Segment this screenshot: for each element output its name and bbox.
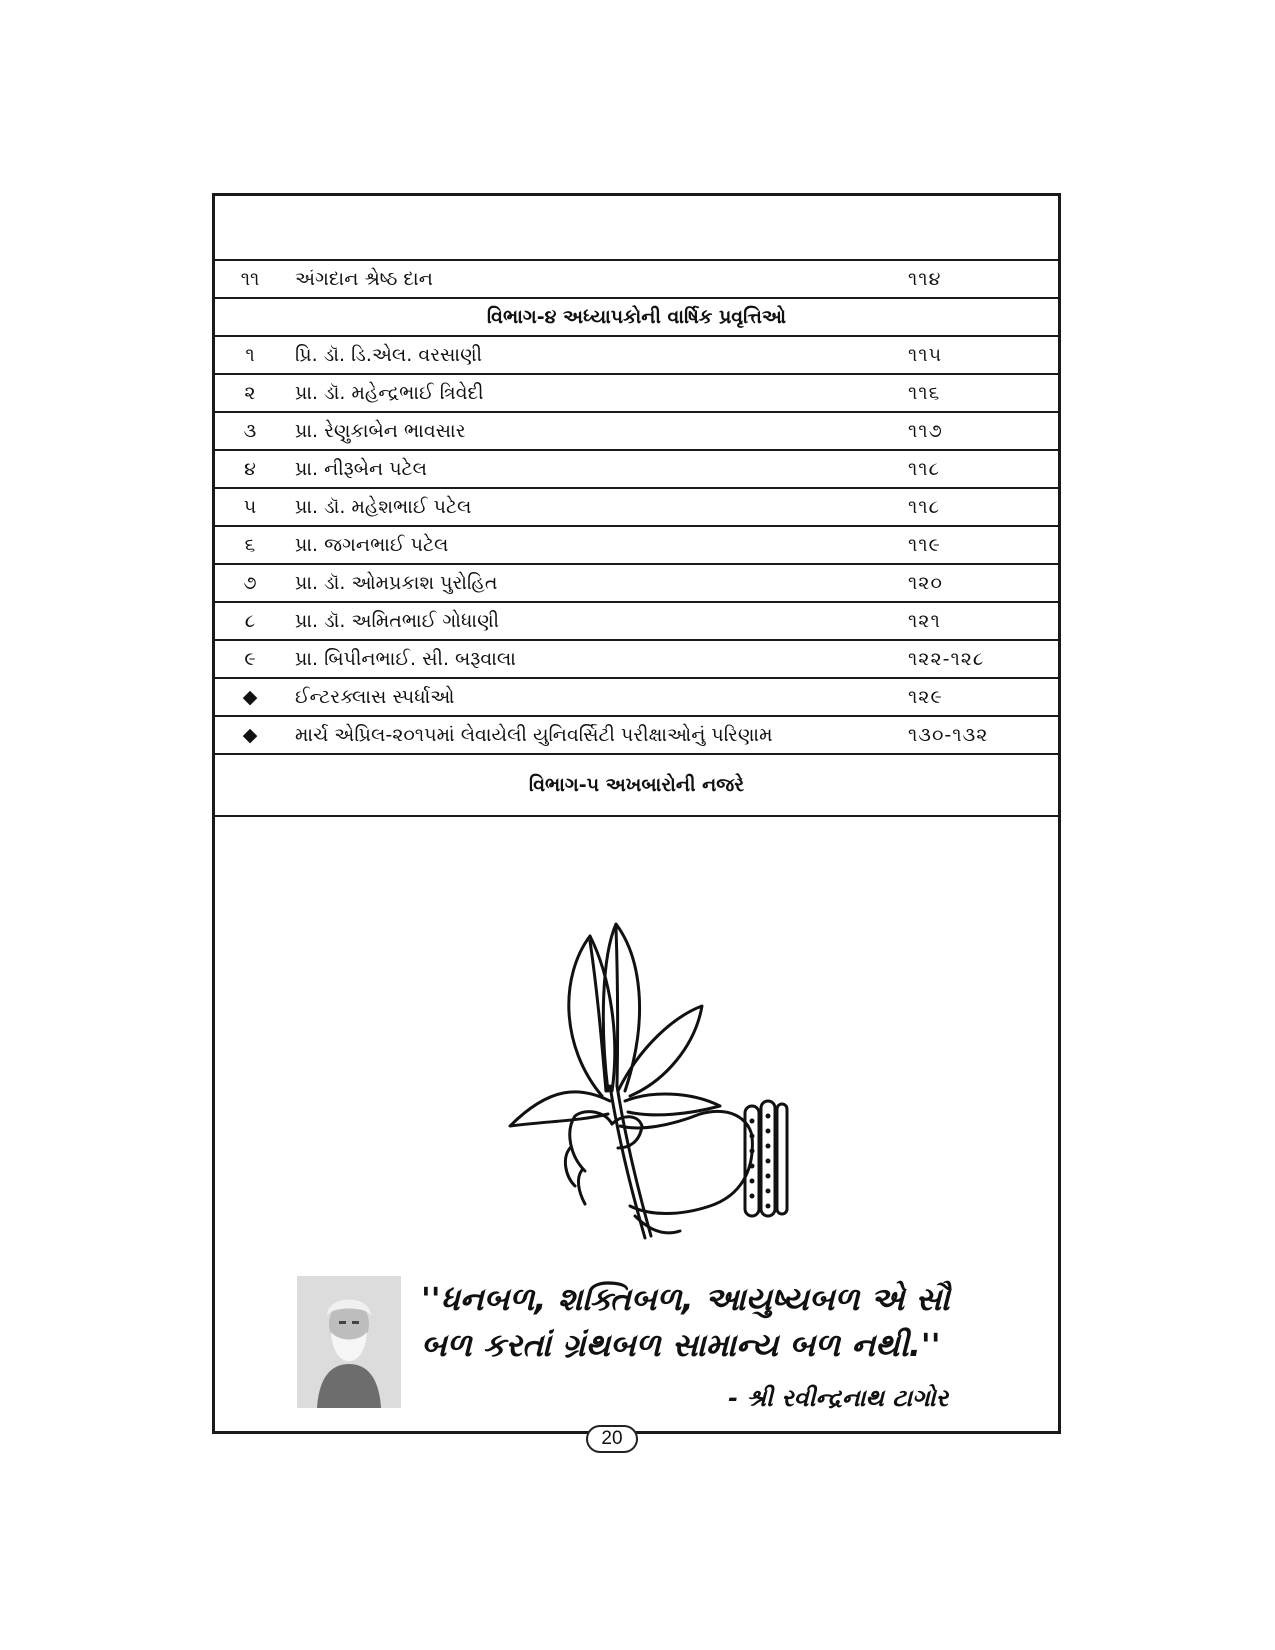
row-number: ૨ <box>215 374 285 412</box>
row-page: ૧૨૦ <box>904 564 1058 602</box>
row-page: ૧૩૦-૧૩૨ <box>904 716 1058 754</box>
row-title: પ્રા. ડૉ. મહેન્દ્રભાઈ ત્રિવેદી <box>285 374 904 412</box>
diamond-bullet-icon: ◆ <box>215 678 285 716</box>
row-title: ઈન્ટરક્લાસ સ્પર્ધાઓ <box>285 678 904 716</box>
table-row <box>215 374 1058 412</box>
row-page: ૧૧૬ <box>904 374 1058 412</box>
table-row <box>215 488 1058 526</box>
row-title: પ્રા. બિપીનભાઈ. સી. બરૂવાલા <box>285 640 904 678</box>
row-page: ૧૨૧ <box>904 602 1058 640</box>
row-number: ૧૧ <box>215 260 285 298</box>
row-page: ૧૧૭ <box>904 412 1058 450</box>
quote-line-1: ''ધનબળ, શક્તિબળ, આયુષ્યબળ એ સૌ <box>421 1280 950 1318</box>
table-row <box>215 412 1058 450</box>
row-number: ૧ <box>215 336 285 374</box>
row-title: અંગદાન શ્રેષ્ઠ દાન <box>285 260 904 298</box>
table-row <box>215 640 1058 678</box>
row-number: ૫ <box>215 488 285 526</box>
quote-author: - શ્રી રવીન્દ્રનાથ ટાગોર <box>728 1384 948 1412</box>
table-row <box>215 564 1058 602</box>
row-title: માર્ચ એપ્રિલ-૨૦૧૫માં લેવાયેલી યુનિવર્સિટી પરીક્ષાઓનું પરિણામ <box>285 716 904 754</box>
row-page: ૧૨૨-૧૨૮ <box>904 640 1058 678</box>
row-title: પ્રા. રેણુકાબેન ભાવસાર <box>285 412 904 450</box>
section-4-heading: વિભાગ-૪ અધ્યાપકોની વાર્ષિક પ્રવૃત્તિઓ <box>215 298 1058 336</box>
quote-text <box>421 1276 1041 1368</box>
table-row <box>215 602 1058 640</box>
section-heading-row <box>215 754 1058 816</box>
row-number: ૭ <box>215 564 285 602</box>
portrait-image <box>297 1276 401 1408</box>
section-5-heading: વિભાગ-૫ અખબારોની નજરે <box>215 754 1058 816</box>
row-number: ૯ <box>215 640 285 678</box>
row-title: પ્રા. નીરૂબેન પટેલ <box>285 450 904 488</box>
table-row <box>215 678 1058 716</box>
row-page: ૧૧૯ <box>904 526 1058 564</box>
row-page: ૧૧૫ <box>904 336 1058 374</box>
page-number: 20 <box>586 1425 638 1453</box>
row-number: ૩ <box>215 412 285 450</box>
page-frame <box>212 193 1061 1434</box>
table-row <box>215 336 1058 374</box>
row-number: ૪ <box>215 450 285 488</box>
table-row <box>215 450 1058 488</box>
row-title: પ્રા. ડૉ. ઓમપ્રકાશ પુરોહિત <box>285 564 904 602</box>
quote-line-2: બળ કરતાં ગ્રંથબળ સામાન્ય બળ નથી.'' <box>421 1326 941 1364</box>
section-heading-row <box>215 298 1058 336</box>
row-title: પ્રા. ડૉ. મહેશભાઈ પટેલ <box>285 488 904 526</box>
row-title: પ્રા. ડૉ. અમિતભાઈ ગોધાણી <box>285 602 904 640</box>
row-page: ૧૧૪ <box>904 260 1058 298</box>
row-title: પ્રા. જગનભાઈ પટેલ <box>285 526 904 564</box>
row-page: ૧૧૮ <box>904 450 1058 488</box>
row-page: ૧૧૮ <box>904 488 1058 526</box>
row-page: ૧૨૯ <box>904 678 1058 716</box>
table-row <box>215 260 1058 298</box>
row-title: પ્રિ. ડૉ. ડિ.એલ. વરસાણી <box>285 336 904 374</box>
table-row <box>215 716 1058 754</box>
hand-holding-lotus-illustration <box>490 886 790 1241</box>
row-number: ૬ <box>215 526 285 564</box>
diamond-bullet-icon: ◆ <box>215 716 285 754</box>
row-number: ૮ <box>215 602 285 640</box>
table-row <box>215 526 1058 564</box>
tagore-portrait-icon <box>297 1276 401 1408</box>
table-of-contents <box>215 259 1058 817</box>
